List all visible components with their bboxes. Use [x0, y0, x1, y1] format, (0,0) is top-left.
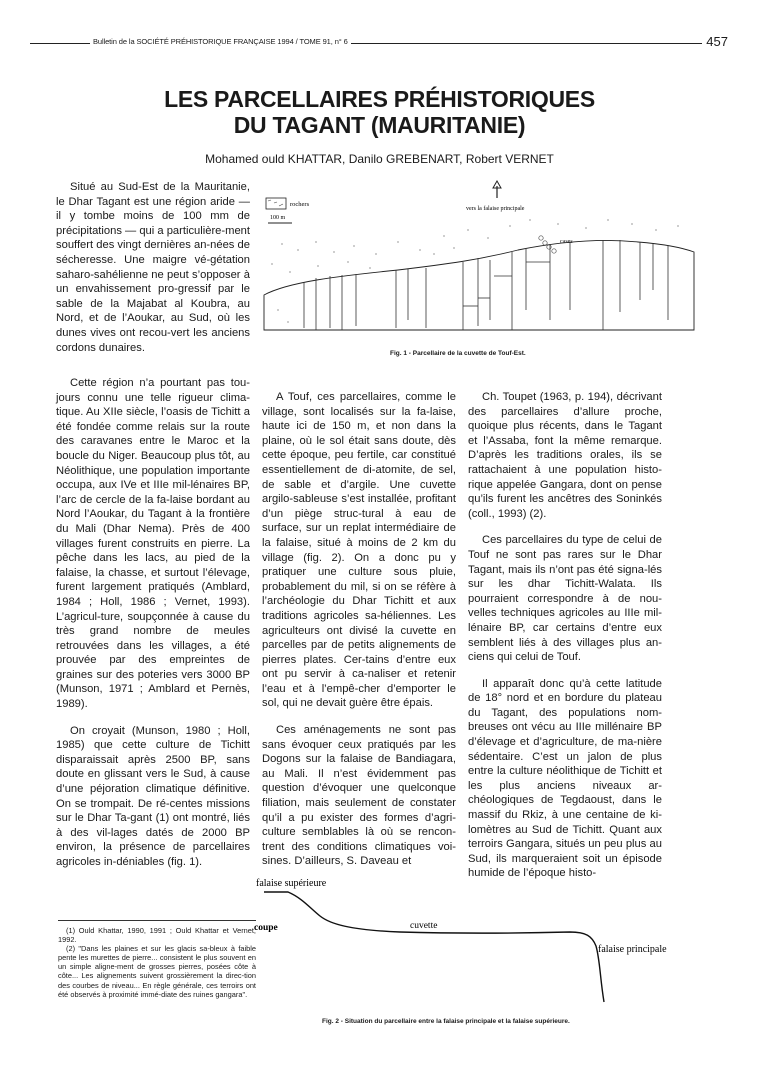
arrow-label: vers la falaise principale — [466, 206, 525, 212]
paragraph: Situé au Sud-Est de la Mauritanie, le Dhar Tagant est une région aride — il y tombe moins de 100 mm de précipitations — qui a particulière-ment souffert des vingt dernières an-nées de sécheresse. Une maigre vé-gétation saharo-sahélienne ne peut s’opposer à un envahissement pro-gressif par le sable de la Majabat al Koubra, au Nord, et de l’Aoukar, au Sud, où les dunes vives ont recou-vert les anciens cordons dunaires. — [56, 181, 251, 354]
paragraph: Cette région n’a pourtant pas tou-jours connu une telle rigueur clima-tique. Au XIIe siècle, l’oasis de Tichitt a été fondée comme relais sur la route des caravanes entre le Maroc et la boucle du Niger. Beaucoup plus tôt, au Néolithique, une population importante occupa, aux IVe et IIIe mil-lénaires BP, l’arc de cercle de la fa-laise bordant au Nord l’Aoukar, du Tagant à la frontière du Mali (Dhar Nema). Près de 400 villages furent construits en pierre. La pêche dans les lacs, au pied de la falaise, la chasse, et surtout l’élevage, furent largement pratiqués (Amblard, 1984 ; Holl, 1986 ; Vernet, 1993). L’agricul-ture, soupçonnée à cause du très grand nombre de meules retrouvées dans les villages, a été prouvée par des empreintes de graines sur des poteries vers 3000 BP (Munson, 1971 ; Amblard et Pernès, 1989). — [56, 377, 250, 711]
scale-label: 100 m — [270, 215, 286, 221]
figure-1-caption: Fig. 1 - Parcellaire de la cuvette de Touf-Est. — [390, 350, 526, 357]
footnote-1: (1) Ould Khattar, 1990, 1991 ; Ould Khattar et Vernet, 1992. — [58, 926, 256, 945]
label-coupe: coupe — [254, 923, 278, 933]
title-line-1: LES PARCELLAIRES PRÉHISTORIQUES — [164, 86, 595, 112]
article-title — [0, 86, 759, 138]
column-1-top — [56, 180, 250, 367]
running-title: Bulletin de la SOCIÉTÉ PRÉHISTORIQUE FRANÇAISE 1994 / TOME 91, n° 6 — [90, 37, 351, 46]
terrain-profile — [264, 892, 604, 1002]
north-arrow — [493, 181, 501, 198]
column-1 — [56, 376, 250, 882]
stipple-dots — [271, 219, 678, 322]
running-header — [30, 36, 728, 50]
header-rule-left — [30, 43, 88, 44]
rocks-hatch — [268, 200, 283, 206]
paragraph: On croyait (Munson, 1980 ; Holl, 1985) que cette culture de Tichitt disparaissait après 2500 BP, sans doute en glissant vers le Sud, à cause d’une péjoration climatique définitive. On se trompait. De ré-centes missions sur le Dhar Ta-gant (1) ont montré, liés à des vil-lages datés de 2000 BP environ, la présence de parcellaires agricoles in-déniables (fig. 1). — [56, 724, 250, 868]
cases-label: cases — [560, 239, 573, 245]
title-line-2: DU TAGANT (MAURITANIE) — [233, 112, 526, 138]
label-cuvette: cuvette — [410, 921, 438, 931]
figure-1-map — [258, 180, 698, 340]
label-falaise-superieure: falaise supérieure — [256, 878, 327, 889]
paragraph: Ces aménagements ne sont pas sans évoquer ceux pratiqués par les Dogons sur la falaise de Bandiagara, au Mali. Il n’est évidemment pas question d’évoquer une quelconque filiation, mais seulement de constater qu’il a pu exister des formes d’agri-culture semblables là où se rencon-trent des conditions climatiques voi-sines. D’ailleurs, S. Daveau et — [262, 724, 456, 868]
paragraph: Ces parcellaires du type de celui de Touf ne sont pas rares sur le Dhar Tagant, mais ils n’ont pas été signa-lés sur les dhar Tichitt-Walata. Ils pourraient correspondre à de nou-velles techniques agricoles au IIIe mil-lénaire BP, car certains d’entre eux semblent liés à des villages plus an-ciens qui celui de Touf. — [468, 534, 662, 664]
paragraph: Il apparaît donc qu’à cette latitude de 18° nord et en bordure du plateau du Tagant, des populations nom-breuses ont vécu au IIIe millénaire BP d’élevage et d’agriculture, de ma-nière sédentaire. C’est un jalon de plus entre la culture néolithique de Tichitt et les plus anciens niveaux ar-chéologiques de Tegdaoust, dans le massif du Rkiz, à une centaine de ki-lomètres au Sud de Tichitt. Quant aux terroirs Gangara, situés un peu plus au Sud, ils marqueraient soit un épisode humide de l’époque histo- — [468, 677, 662, 880]
page-number: 457 — [702, 34, 728, 49]
footnotes — [58, 926, 256, 999]
rocks-legend-label: rochers — [290, 201, 310, 208]
figure-2-section — [250, 870, 720, 1010]
parcel-alignments — [304, 240, 668, 330]
footnote-rule — [58, 920, 256, 921]
paragraph: A Touf, ces parcellaires, comme le village, sont localisés sur la fa-laise, haute ici de 150 m, et non dans la plaine, où le sol était sans doute, dès cette époque, peu fertile, car constitué essentiellement de di-atomite, de sel, de sable et d’argile. Une cuvette argilo-sableuse s’est installée, profitant d’un piège struc-tural à eau de surface, sur un replat intermédiaire de la falaise, situé à moins de 2 km du village (fig. 2). On a donc pu y pratiquer une culture sous pluie, probablement du mil, si on se réfère à l’archéologie du Dhar Tichitt et aux traditions agricoles sa-héliennes. Les agriculteurs ont divisé la cuvette en parcelles par de petits alignements de pierres plates. Cer-tains d’entre eux ont pu servir à ca-naliser et retenir l’eau et à l’empê-cher d’emporter le sol, qui ne devait guère être épais. — [262, 391, 456, 710]
label-falaise-principale: falaise principale — [598, 944, 667, 955]
cuvette-outline — [264, 240, 694, 330]
rocks-legend-swatch — [266, 198, 286, 209]
figure-2-caption: Fig. 2 - Situation du parcellaire entre la falaise principale et la falaise supérieure. — [322, 1018, 570, 1025]
footnote-2: (2) "Dans les plaines et sur les glacis sa-bleux à faible pente les murettes de pierre... consistent le plus souvent en un simple aligne-ment de grosses pierres, posées côte à côte... Les alignements suivent grossièrement la direc-tion des courbes de niveau... En règle générale, ces terroirs ont été observés à proximité immé-diate des ruines gangara". — [58, 944, 256, 999]
paragraph: Ch. Toupet (1963, p. 194), décrivant des parcellaires d’allure proche, quoique plus récents, dans le Tagant et l’Assaba, font la même remarque. D’après les traditions orales, ils se rattachaient à une population histo-rique appelée Gangara, dont on pense qu’ils furent les ancêtres des Soninkés (coll., 1993) (2). — [468, 391, 662, 520]
column-2 — [262, 390, 456, 881]
column-3 — [468, 390, 662, 893]
authors: Mohamed ould KHATTAR, Danilo GREBENART, Robert VERNET — [205, 152, 554, 166]
